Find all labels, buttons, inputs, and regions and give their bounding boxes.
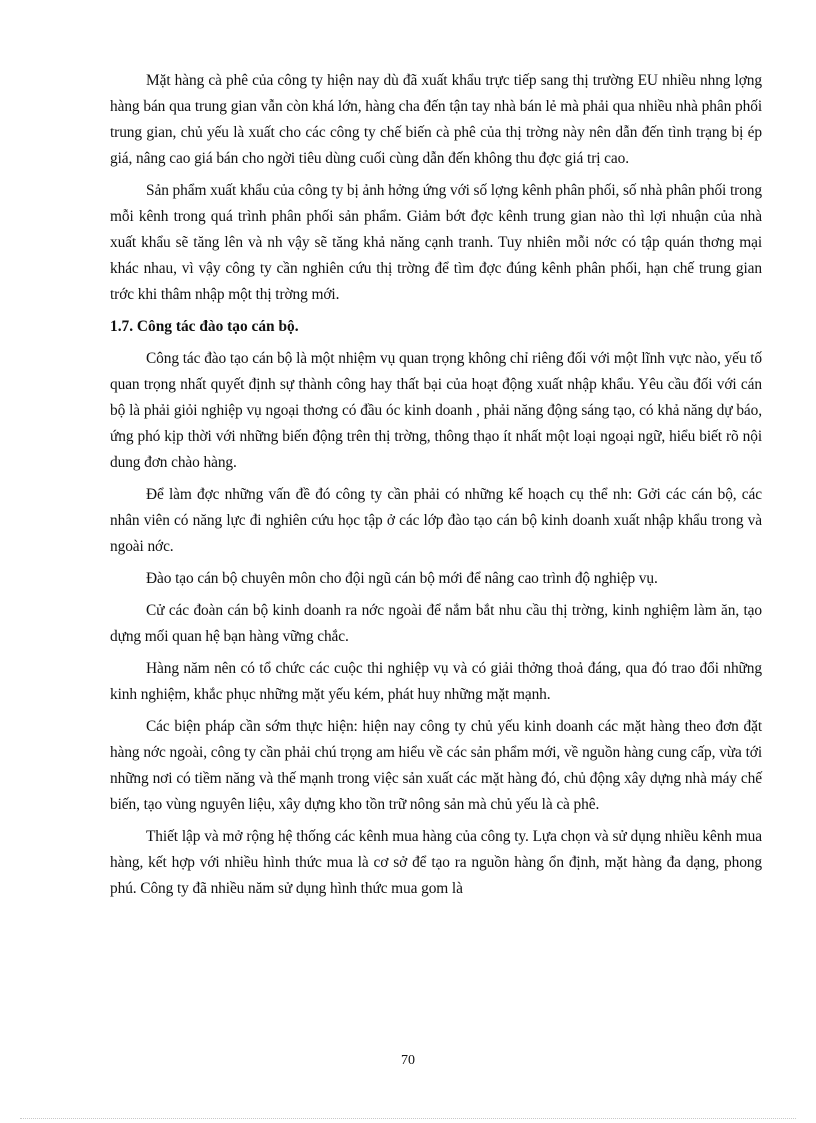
paragraph-purchasing-channels: Thiết lập và mở rộng hệ thống các kênh mua hàng của công ty. Lựa chọn và sử dụng nhiều kênh mua hàng, kết hợp với nhiều hình thức mua là cơ sở để tạo ra nguồn hàng ổn định, mặt hàng đa dạng, phong phú. Công ty đã nhiều năm sử dụng hình thức mua gom là <box>110 828 762 897</box>
paragraph-distribution-channels: Sản phẩm xuất khẩu của công ty bị ảnh hởng ứng với số lợng kênh phân phối, số nhà phân phối trong mỗi kênh trong quá trình phân phối sản phẩm. Giảm bớt đợc kênh trung gian nào thì lợi nhuận của nhà xuất khẩu sẽ tăng lên và nh vậy sẽ tăng khả năng cạnh tranh. Tuy nhiên mỗi nớc có tập quán thơng mại khác nhau, vì vậy công ty cần nghiên cứu thị trờng để tìm đợc đúng kênh phân phối, hạn chế trung gian trớc khi thâm nhập một thị trờng mới. <box>110 182 762 303</box>
paragraph-staff-training: Công tác đào tạo cán bộ là một nhiệm vụ quan trọng không chỉ riêng đối với một lĩnh vực nào, yếu tố quan trọng nhất quyết định sự thành công hay thất bại của hoạt động xuất nhập khẩu. Yêu cầu đối với cán bộ là phải giỏi nghiệp vụ ngoại thơng có đầu óc kinh doanh , phải năng động sáng tạo, có khả năng dự báo, ứng phó kịp thời với những biến động trên thị trờng, thông thạo ít nhất một loại ngoại ngữ, hiểu biết rõ nội dung đơn chào hàng. <box>110 350 762 471</box>
paragraph-coffee-export: Mặt hàng cà phê của công ty hiện nay dù đã xuất khẩu trực tiếp sang thị trường EU nhiều nhng lợng hàng bán qua trung gian vẫn còn khá lớn, hàng cha đến tận tay nhà bán lẻ mà phải qua nhiều nhà phân phối trung gian, chủ yếu là xuất cho các công ty chế biến cà phê của thị trờng này nên dẫn đến tình trạng bị ép giá, nâng cao giá bán cho ngời tiêu dùng cuối cùng dẫn đến không thu đợc giá trị cao. <box>110 72 762 167</box>
document-page <box>110 68 762 902</box>
paragraph-professional-training: Đào tạo cán bộ chuyên môn cho đội ngũ cán bộ mới để nâng cao trình độ nghiệp vụ. <box>146 570 658 587</box>
paragraph-annual-contests: Hàng năm nên có tổ chức các cuộc thi nghiệp vụ và có giải thởng thoả đáng, qua đó trao đổi những kinh nghiệm, khắc phục những mặt yếu kém, phát huy những mặt mạnh. <box>110 660 762 703</box>
paragraph-urgent-measures: Các biện pháp cần sớm thực hiện: hiện nay công ty chủ yếu kinh doanh các mặt hàng theo đơn đặt hàng nớc ngoài, công ty cần phải chú trọng am hiểu về các sản phẩm mới, về nguồn hàng cung cấp, vừa tới những nơi có tiềm năng và thế mạnh trong việc sản xuất các mặt hàng đó, chủ động xây dựng nhà máy chế biến, tạo vùng nguyên liệu, xây dựng kho tồn trữ nông sản mà chủ yếu là cà phê. <box>110 718 762 813</box>
paragraph-overseas-delegations: Cử các đoàn cán bộ kinh doanh ra nớc ngoài để nắm bắt nhu cầu thị trờng, kinh nghiệm làm ăn, tạo dựng mối quan hệ bạn hàng vững chắc. <box>110 602 762 645</box>
section-heading: 1.7. Công tác đào tạo cán bộ. <box>110 318 299 335</box>
footer-divider <box>20 1118 796 1119</box>
paragraph-training-plans: Để làm đợc những vấn đề đó công ty cần phải có những kế hoạch cụ thể nh: Gởi các cán bộ, các nhân viên có năng lực đi nghiên cứu học tập ở các lớp đào tạo cán bộ kinh doanh xuất nhập khẩu trong và ngoài nớc. <box>110 486 762 555</box>
page-number: 70 <box>401 1053 415 1068</box>
